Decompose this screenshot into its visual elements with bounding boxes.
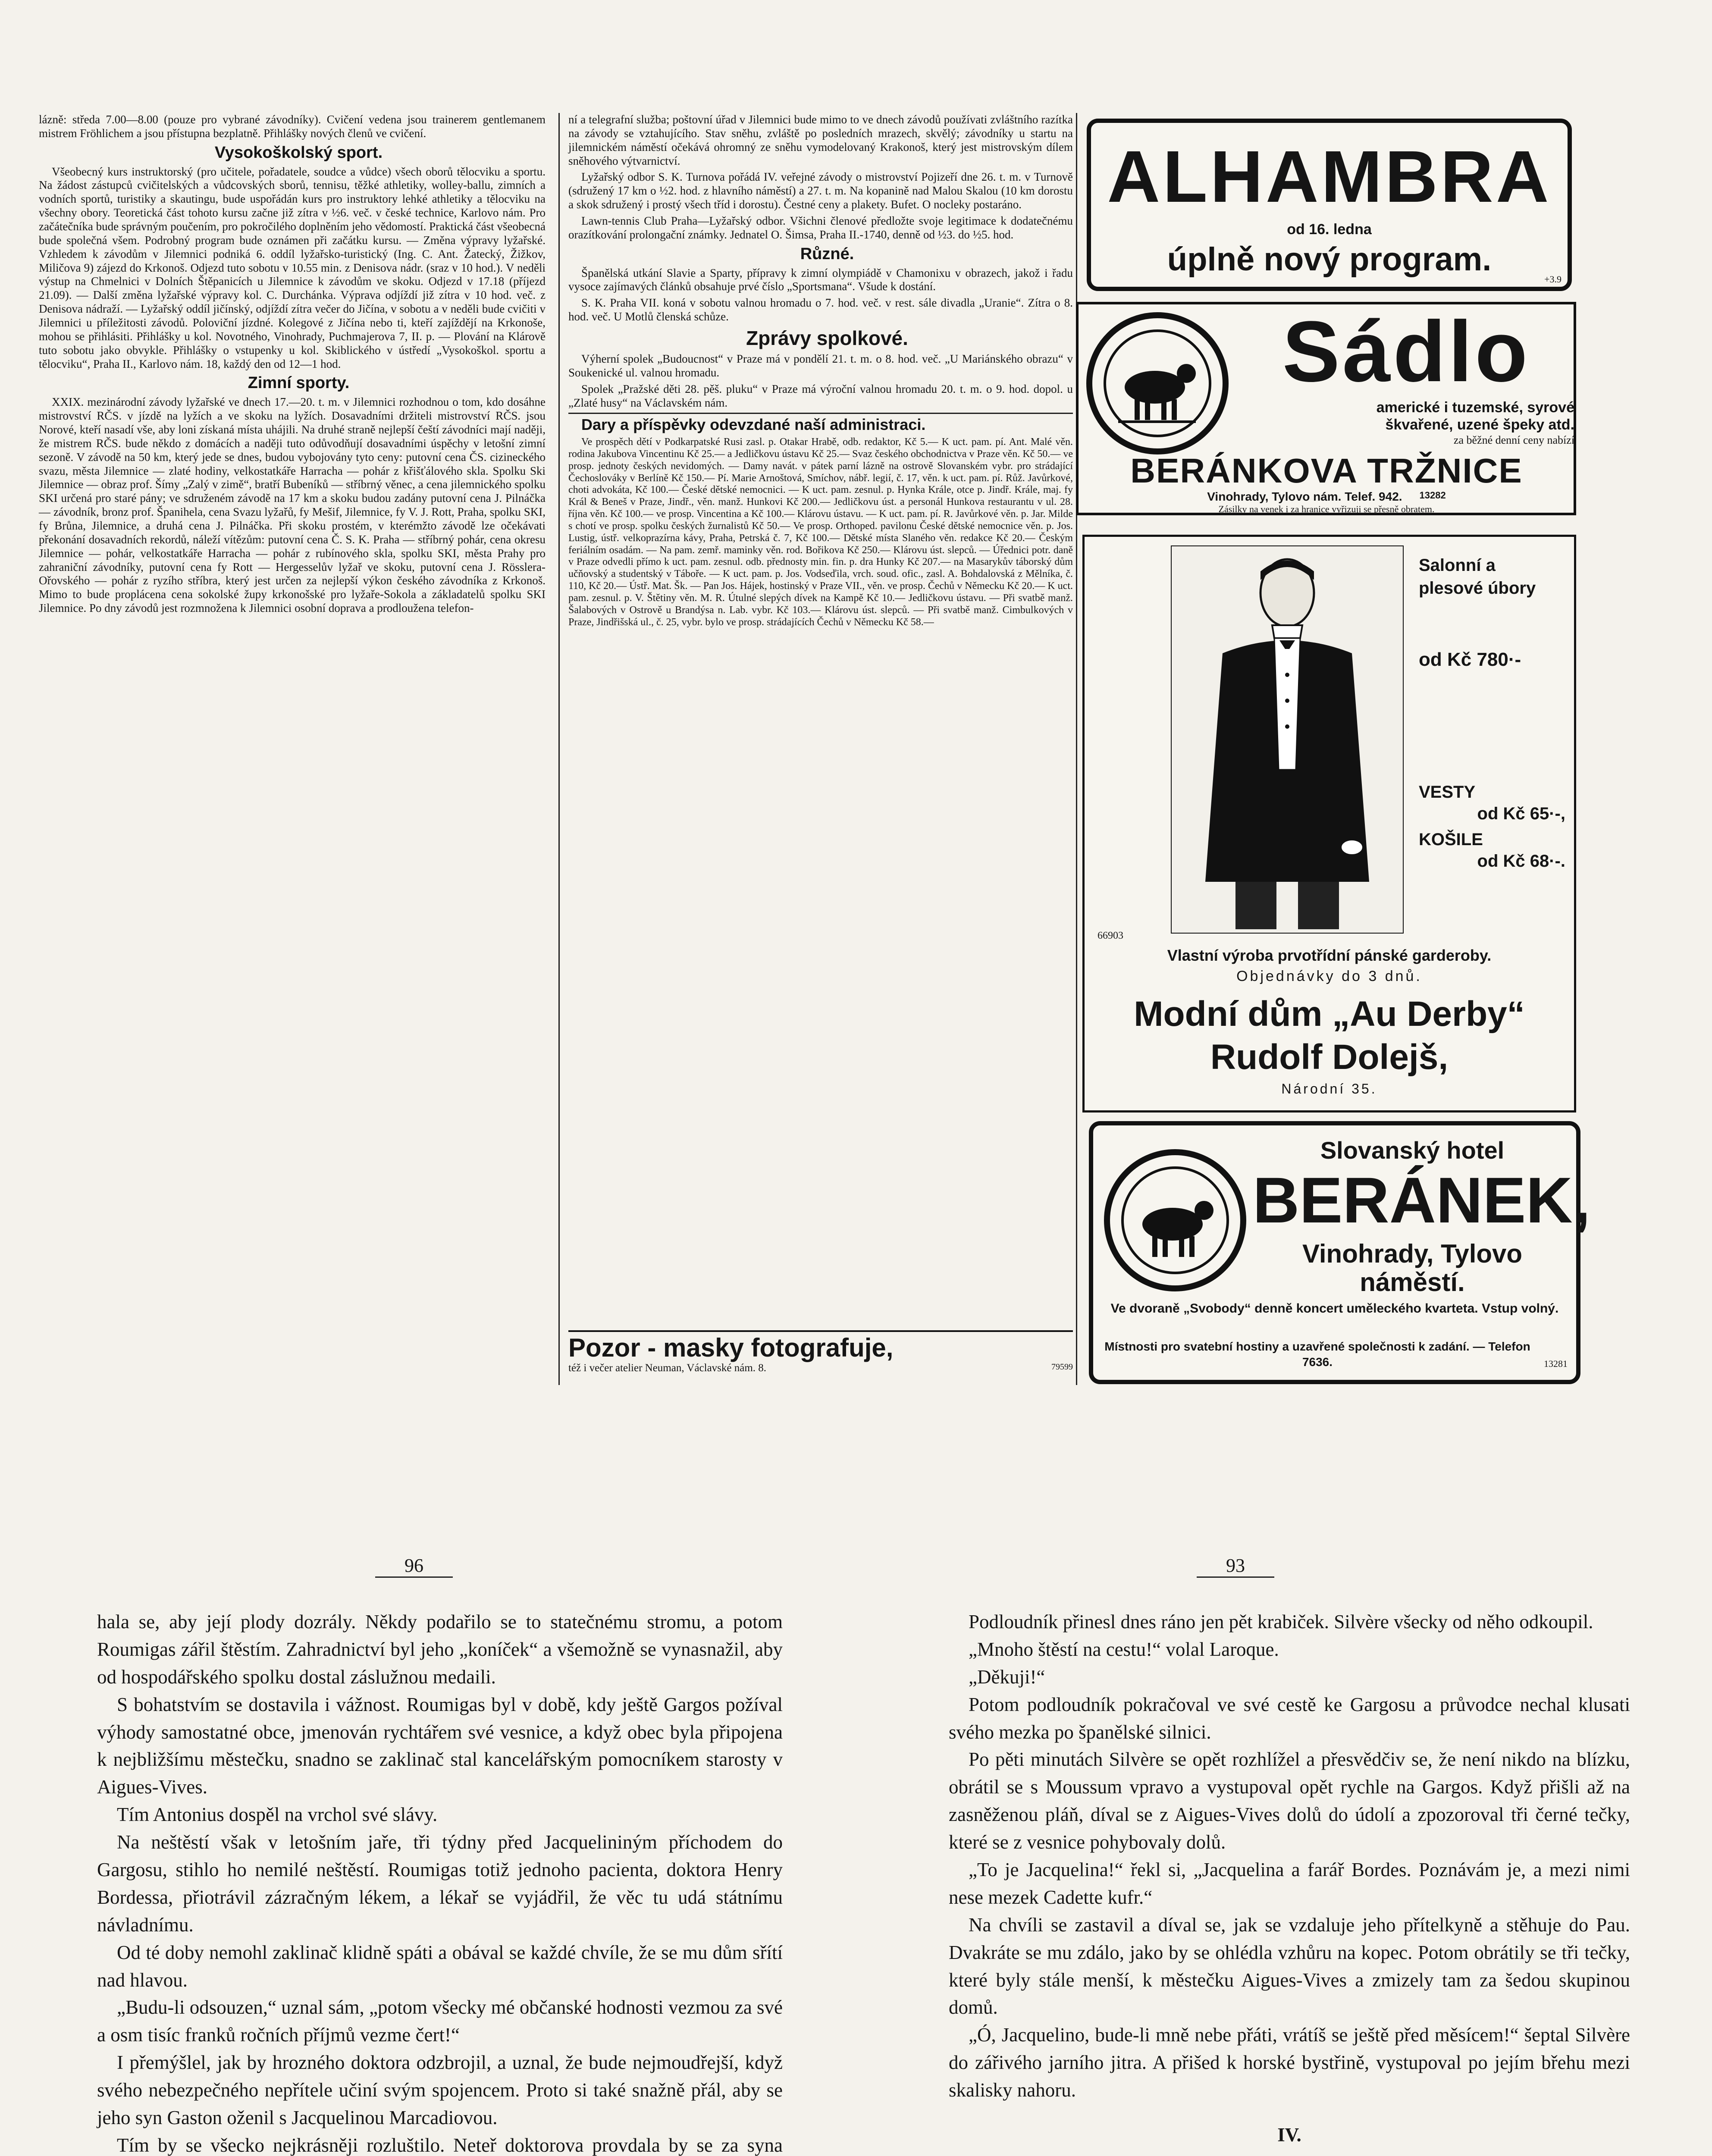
salon-price: od Kč 780·- [1419, 649, 1521, 670]
hotel-rooms: Místnosti pro svatební hostiny a uzavřené společnosti k zadání. — Telefon 7636. [1104, 1340, 1530, 1369]
pozor-title: Pozor - masky fotografuje, [568, 1333, 894, 1362]
heading-dary: Dary a příspěvky odevzdané naší administraci. [581, 415, 926, 433]
news-c2-p5: S. K. Praha VII. koná v sobotu valnou hromadu o 7. hod. več. v rest. sále divadla „Uranie“. Zítra o 8. hod. več. U Motlů členská schůze. [568, 296, 1073, 323]
sadlo-line3: za běžné denní ceny nabízí [1453, 434, 1574, 446]
gentleman-illustration [1171, 545, 1404, 934]
vesty-price: od Kč 65·-, [1477, 804, 1565, 823]
left-page-number: 96 [375, 1554, 453, 1578]
lamb-logo-medallion [1086, 312, 1229, 454]
derby-tagline: Vlastní výroba prvotřídní pánské garderoby. [1167, 946, 1492, 964]
heading-zimni-sporty: Zimní sporty. [248, 374, 350, 392]
right-book-page [949, 1608, 1630, 2156]
left-para-3: Tím Antonius dospěl na vrchol své slávy. [117, 1804, 438, 1826]
left-para-2: S bohatstvím se dostavila i vážnost. Roumigas byl v době, kdy ještě Gargos požíval výhody samostatné obce, jmenován rychtářem své vesnice, a když obec byla připojena k nejbližšímu městečku, snadno se zaklinač stal kancelářským pomocníkem starosty v Aigues-Vives. [97, 1693, 783, 1798]
pozor-masky-ad [568, 1330, 1073, 1384]
derby-street: Národní 35. [1281, 1081, 1377, 1097]
derby-owner: Rudolf Dolejš, [1210, 1037, 1449, 1077]
right-para-5: Po pěti minutách Silvère se opět rozhlížel a přesvědčiv se, že není nikdo na blízku, obrátil se s Moussum vpravo a vystupoval opět rychle na Gargos. Když přišli až na zasněženou pláň, díval se z Aigues-Vives dolů do údolí a zpozoroval tři černé tečky, které se z vesnice pohybovaly dolů. [949, 1749, 1630, 1853]
left-para-1: hala se, aby její plody dozrály. Někdy podařilo se to statečnému stromu, a potom Roumigas zářil štěstím. Zahradnictví byl jeho „koníček“ a všemožně se vynasnažil, aby od hospodářského spolku dostal záslužnou medaili. [97, 1611, 783, 1688]
right-para-2: „Mnoho štěstí na cestu!“ volal Laroque. [969, 1638, 1279, 1660]
sadlo-ad [1076, 302, 1576, 515]
salon-attire: Salonní a plesové úbory [1419, 556, 1536, 598]
news-c1-p1: lázně: středa 7.00—8.00 (pouze pro vybrané závodníky). Cvičení vedena jsou trainerem gentlemanem mistrem Fröhlichem a jsou přístupna bezplatně. Přihlášky nových členů ve cvičení. [39, 113, 546, 140]
alhambra-number: +3.9 [1544, 274, 1561, 285]
sadlo-number: 13282 [1419, 490, 1446, 501]
derby-number: 66903 [1097, 930, 1123, 941]
right-para-6: „To je Jacquelina!“ řekl si, „Jacquelina a farář Bordes. Poznávám je, a mezi nimi nese mezek Cadette kufr.“ [949, 1859, 1630, 1908]
right-page-number: 93 [1197, 1554, 1274, 1578]
left-para-4: Na neštěstí však v letošním jaře, tři týdny před Jacquelininým příchodem do Gargosu, stihlo ho nemilé neštěstí. Roumigas totiž jednoho pacienta, doktora Henry Bordessa, přiotrávil zázračným lékem, a lékař se vyjádřil, že věc tu udá státnímu návladnímu. [97, 1831, 783, 1936]
news-c2-p1: ní a telegrafní služba; poštovní úřad v Jilemnici bude mimo to ve dnech závodů používati zvláštního razítka na závody se vztahujícího. Stav sněhu, zvláště po posledních mrazech, skvělý; závodníky u startu na jilemnickém náměstí očekává ohromný ze sněhu vymodelovaný Krakonoš, který jest mistrovským dílem sněhového výtvarnictví. [568, 113, 1073, 167]
alhambra-title: ALHAMBRA [1107, 136, 1552, 218]
sadlo-shipping: Zásilky na venek i za hranice vyřizuji se přesně obratem. [1218, 504, 1435, 514]
au-derby-ad [1082, 535, 1576, 1112]
news-column-1 [39, 113, 546, 618]
lamb-icon [1092, 318, 1223, 448]
beranek-market-name: BERÁNKOVA TRŽNICE [1130, 451, 1523, 490]
derby-order: Objednávky do 3 dnů. [1236, 968, 1422, 984]
hotel-number: 13281 [1544, 1358, 1568, 1369]
left-book-page [97, 1608, 783, 2156]
lamb-icon [1110, 1155, 1240, 1285]
right-para-1: Podloudník přinesl dnes ráno jen pět krabiček. Silvère všecky od něho odkoupil. [969, 1611, 1593, 1633]
right-para-7: Na chvíli se zastavil a díval se, jak se vzdaluje jeho přítelkyně a stěhuje do Pau. Dvakráte se mu zdálo, jako by se ohlédla vzhůru na kopec. Potom obrátily se tři tečky, které byly stále menší, k městečku Aigues-Vives a zmizely tam za šedou skupinou domů. [949, 1914, 1630, 2018]
hotel-beranek-ad [1089, 1121, 1591, 1384]
alhambra-date: od 16. ledna [1287, 221, 1372, 238]
alhambra-program: úplně nový program. [1167, 241, 1492, 278]
left-para-7: I přemýšlel, jak by hrozného doktora odzbrojil, a uznal, že bude nejmoudřejší, když svého nebezpečného nepřítele učiní svým spojencem. Proto si také snažně přál, aby se jeho syn Gaston oženil s Jacquelinou Marcadiovou. [97, 2052, 783, 2129]
hotel-type: Slovanský hotel [1320, 1137, 1505, 1164]
right-para-4: Potom podloudník pokračoval ve své cestě ke Gargosu a průvodce nechal klusati svého mezka po španělské silnici. [949, 1693, 1630, 1743]
news-c2-p2: Lyžařský odbor S. K. Turnova pořádá IV. veřejné závody o mistrovství Pojizeří dne 26. t. m. v Turnově (sdružený 17 km o ½2. hod. z hlavního náměstí) a 27. t. m. Na kopanině nad Malou Skalou (10 km dorostu a skok sdružený i prostý všech tříd i dorostu). Čestné ceny a plakety. Bufet. O nocleky postaráno. [568, 170, 1073, 211]
pozor-subline: též i večer atelier Neuman, Václavské nám. 8. [568, 1362, 767, 1374]
sadlo-title: Sádlo [1282, 304, 1530, 400]
news-c1-p3: XXIX. mezinárodní závody lyžařské ve dnech 17.—20. t. m. v Jilemnici rozhodnou o tom, kdo dosáhne mistrovství RČS. v jízdě na lyžích a ve skoku na lyžích. Dosavadními držiteli mistrovství RČS. jsou Norové, kteří nasadí vše, aby loni získaná místa uhájili. Na druhé straně nejlepší čeští závodníci mají naději, že mistrem RČS. bude někdo z domácích a naději tuto odůvodňují dosavadními úspěchy v letošní zimní sezoně. V závodě na 50 km, který jede se dnes, budou vybojovány tyto ceny: putovní cena ČS. cizineckého svazu, města Jilemnice — zlaté hodiny, velkostatkáře Harracha — pohár z křišťálového skla. Spolku Ski Jilemnice — obraz prof. Šímy „Zalý v zimě“, bratří Bubeníků — stříbrný věnec, a cena jilemnického spolku SKI určená pro staré pány; ve sdruženém závodě na 17 km a skoku budou zadány putovní cena J. Pilnáčka — závodník, bronz prof. Španihela, cena Svazu lyžařů, fy Mešif, Jilemnice, fy V. J. Rott, Praha, spolku SKI, fy Brůna, Jilemnice, a druhá cena J. Pilnáčka. Při skoku prostém, v kterémžto závodě lze očekávati překonání dosavadních rekordů, náleží vítězům: putovní cena Č. S. K. Praha — stříbrný pohár, cena okresu Jilemnice — pohár, velkostatkáře Harracha — pohár z rubínového skla, spolku SKI, města Prahy pro zahraniční závodníky, putovní cena fy Rott — Hergesselův lyžař ve skoku, putovní cena J. Rösslera-Ořovského — pohár z ryzího stříbra, který jest určen za nejlepší výkon českého závodníka z Krkonoš. Mimo to bude proplácena cena sokolské župy krkonošské pro lyžaře-Sokola a základatelů spolku SKI Jilemnice. Po dny závodů jest rozmnožena k Jilemnici osobní doprava a prodloužena telefon- [39, 395, 546, 615]
sadlo-address: Vinohrady, Tylovo nám. Telef. 942. [1207, 490, 1402, 503]
news-c2-p6: Výherní spolek „Budoucnost“ v Praze má v pondělí 21. t. m. o 8. hod. več. „U Mariánského obrazu“ v Soukenické ul. valnou hromadu. [568, 352, 1073, 379]
alhambra-ad [1087, 119, 1572, 291]
chapter-heading: IV. [1277, 2124, 1301, 2146]
news-c2-p7: Spolek „Pražské děti 28. pěš. pluku“ v Praze má výroční valnou hromadu 20. t. m. o 9. hod. dopol. u „Zlaté husy“ na Václavském nám. [568, 382, 1073, 409]
news-c2-p8: Ve prospěch dětí v Podkarpatské Rusi zasl. p. Otakar Hrabě, odb. redaktor, Kč 5.— K uct. pam. pí. Ant. Malé věn. rodina Jakubova Vincentinu Kč 25.— a Jedličkovu ústavu Kč 25.— Svaz českého obchodnictva v Praze věn. Kč 50.— ve prosp. jednoty českých nevidomých. — Damy navát. v pátek parní lázně na ostrově Slovanském vybr. pro strádající Čechoslováky v Berlíně Kč 150.— Pí. Marie Arnoštová, Smíchov, nábř. legií, č. 17, věn. k uct. pam. pí. Růž. Javůrkové, choti advokáta, Kč 100.— České dětské nemocnici. — K uct. pam. zesnul. p. Hynka Krále, otce p. Jindř. Krále, maj. fy Král & Beneš v Praze, Jindř., věn. manž. Hunkovi Kč 200.— Jedličkovu úst. a personál Hunkova restaurantu v ul. 28. října věn. Kč 100.— ve prosp. Vincentina a Kč 100.— Klárovu ústavu. — K uct. pam. pí. R. Javůrkové věn. p. Jar. Milde s chotí ve prosp. spolku českých žurnalistů Kč 50.— Ve prosp. Orthoped. pavilonu České dětské nemocnice věn. p. Jos. Lustig, ústř. velkoprazírna kávy, Praha, Petrská č. 7, Kč 100.— Dětské místa Slaného věn. redakce Kč 20.— Českým feriálním osadám. — Na pam. zemř. maminky věn. rod. Bořikova Kč 250.— Klárovu úst. slepců. — Úřednici potr. daně v Praze odvedli přímo k uct. pam. zesnul. odb. přednosty min. fin. p. dra Hunky Kč 207.— na Masarykův táborský dům učňovský a studentský v Táboře. — K uct. pam. p. Jos. Vodseďila, vrch. soud. ofic., zasl. A. Bohdalovská z Mělníka, č. 110, Kč 20.— Ústř. Mat. Šk. — Pan Jos. Hájek, hostinský v Praze VII., věn. ve prosp. Čechů v Německu Kč 20.— K uct. pam. zesnul. p. V. Štětiny věn. M. R. Útulné slepých dívek na Kampě Kč 10.— Jedličkovu ústavu. — Při svatbě manž. Šalabových v Ostrově u Brandýsa n. Lab. vybr. Kč 103.— Klárovu úst. slepců. — Při svatbě manž. Cimbulkových v Praze, Jindřišská ul., č. 25, vybr. bylo ve prosp. strádajících Čechů v Německu Kč 58.— [568, 436, 1073, 628]
column-rule-1 [558, 113, 560, 1385]
left-para-5: Od té doby nemohl zaklinač klidně spáti a obával se každé chvíle, že se mu dům sřítí nad hlavou. [97, 1941, 783, 1991]
news-c2-p3: Lawn-tennis Club Praha—Lyžařský odbor. Všichni členové předložte svoje legitimace k dodatečnému orazítkování prolongační známky. Jednatel O. Šimsa, Praha II.-1740, denně od ½3. do ½5. hod. [568, 214, 1073, 241]
left-para-8: Tím by se všecko nejkrásněji rozluštilo. Neteř doktorova provdala by se za syna [117, 2134, 783, 2156]
kosile-price: od Kč 68·-. [1477, 852, 1565, 871]
sadlo-line2: škvařené, uzené špeky atd. [1385, 417, 1574, 433]
sadlo-line1: americké i tuzemské, syrové [1376, 399, 1574, 416]
hotel-name: BERÁNEK, [1253, 1164, 1591, 1236]
hotel-concert: Ve dvoraně „Svobody“ denně koncert uměleckého kvarteta. Vstup volný. [1110, 1301, 1559, 1316]
right-para-3: „Děkuji!“ [969, 1666, 1045, 1688]
hotel-address: Vinohrady, Tylovo náměstí. [1302, 1239, 1523, 1297]
left-para-6: „Budu-li odsouzen,“ uznal sám, „potom všecky mé občanské hodnosti vezmou za své a osm tisíc franků ročních příjmů vezme čert!“ [97, 1996, 783, 2046]
derby-house: Modní dům „Au Derby“ [1134, 994, 1525, 1034]
beranek-lamb-medallion [1104, 1149, 1246, 1291]
vesty-label: VESTY [1419, 783, 1476, 802]
pozor-number: 79599 [1051, 1362, 1073, 1372]
news-c2-p4: Španělská utkání Slavie a Sparty, přípravy k zimní olympiádě v Chamonixu v obrazech, jakož i řadu vysoce zajímavých článků obsahuje prvé číslo „Sportsmana“. Všude k dostání. [568, 266, 1073, 293]
heading-zpravy-spolkove: Zprávy spolkové. [746, 327, 908, 349]
right-para-8: „Ó, Jacquelino, bude-li mně nebe přáti, vrátíš se ještě před měsícem!“ šeptal Silvère do zářivého jarního jitra. A přišed k horské bystřině, vystupoval po jejím břehu mezi skalisky nahoru. [949, 2024, 1630, 2101]
news-c1-p2: Všeobecný kurs instruktorský (pro učitele, pořadatele, soudce a vůdce) všech oborů tělocviku a sportu. Na žádost zástupců cvičitelských a vůdcovských sborů, tennisu, těžké athletiky, wolley-ballu, zimních a vodních sportů, turistiky a skautingu, bude uspořádán kurs pro instruktory lehké athletiky a tělocviku na všechny obory. Teoretická část tohoto kursu začne již zítra v ½6. več. v české technice, Karlovo nám. Pro začátečníka bude správným poučením, pro pokročilého doplněním jeho vědomostí. Praktická část všeobecná bude společná všem. Podrobný program bude oznámen při začátku kursu. — Změna výpravy lyžařské. Vzhledem k závodům v Jilemnici podniká 6. oddíl lyžařsko-turistický (Ing. C. Ant. Žatecký, Žižkov, Miličova 9) zájezd do Krkonoš. Odjezd tuto sobotu v 10.55 min. z Denisova nádr. (sraz v 10 hod.). V neděli výstup na Chmelnici v Dolních Štěpanicích u Jilemnice k závodům ve skoku. Odjezd v 17.18 (příjezd 21.09). — Další změna lyžařské výpravy kol. C. Durchánka. Výprava odjíždí již zítra v 10 hod. več. z Denisova nádraží. — Lyžařský oddíl jičínský, odjíždí zítra večer do Jičína, v sobotu a v neděli bude cvičiti v Jilemnici u příležitosti závodů. Poloviční jízdné. Kolegové z Jičína nebo ti, kteří zajíždějí na Krkonoše, mohou se přihlásiti. Přihlášky u kol. Novotného, Vinohrady, Puchmajerova 7, II. p. — Plování na Klárově tuto sobotu jako obvykle. Přihlášky o vstupenky u kol. Skiblického v ústředí „Vysokoškol. sportu a tělocviku“, Praha II., Karlovo nám. 18, každý den od 12—1 hod. [39, 165, 546, 370]
kosile-label: KOŠILE [1419, 830, 1483, 849]
heading-vysokoskolsky-sport: Vysokoškolský sport. [214, 143, 383, 162]
heading-ruzne: Různé. [800, 244, 854, 263]
news-column-2 [568, 113, 1073, 631]
